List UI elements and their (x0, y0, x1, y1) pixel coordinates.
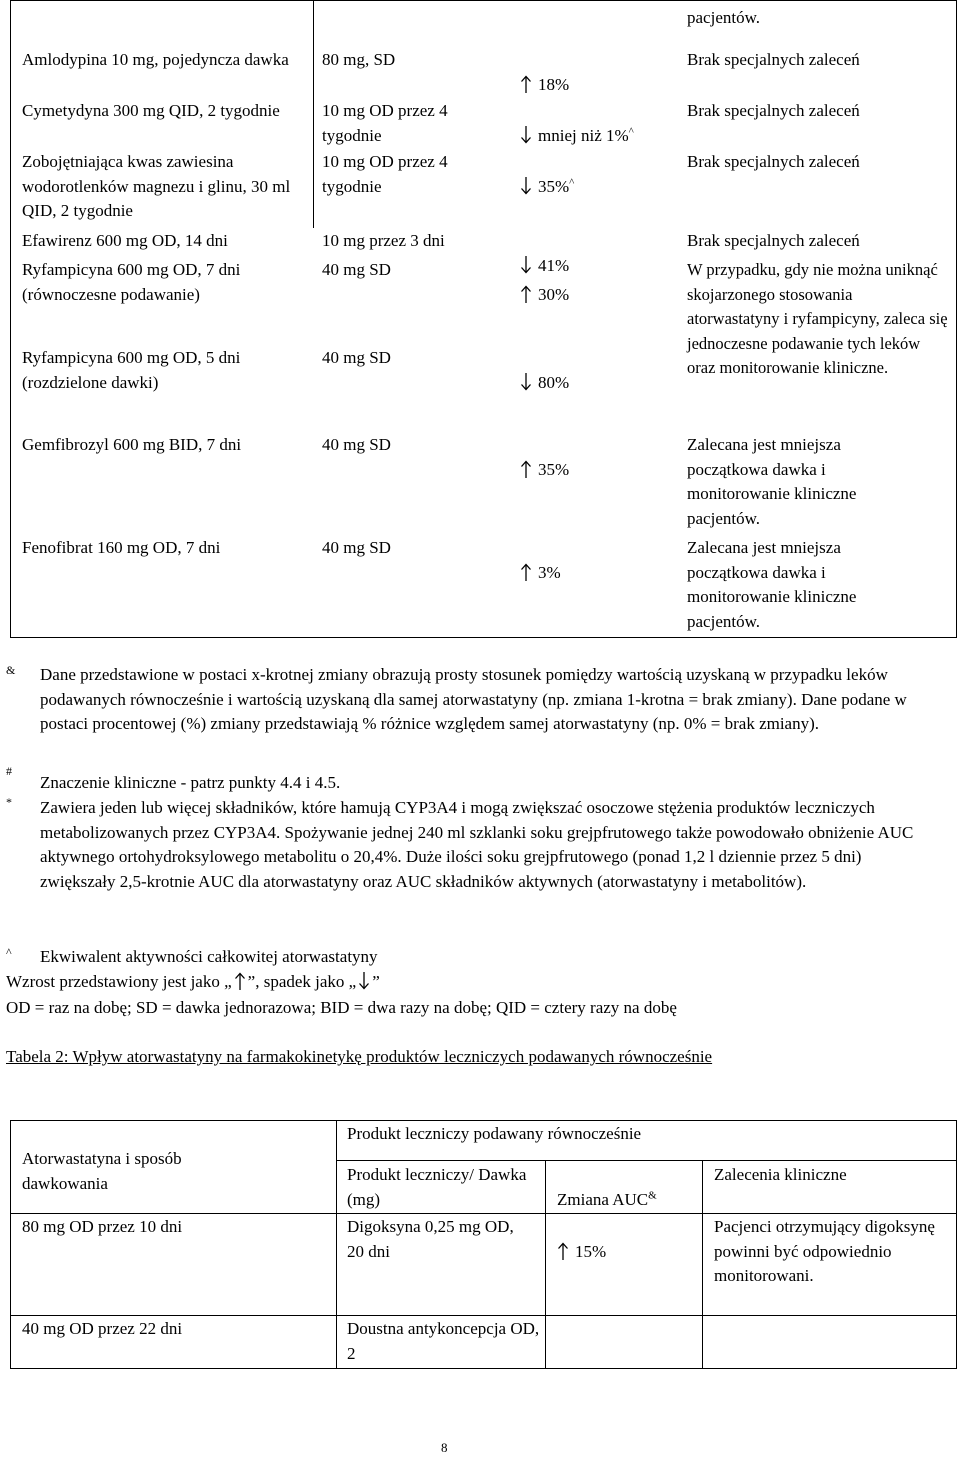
change-value: 80% (538, 372, 570, 392)
table-row-change (520, 346, 569, 395)
table-row-dose: 80 mg, SD (322, 50, 396, 69)
footnote-symbol: * (6, 795, 12, 809)
table-row-drug: Fenofibrat 160 mg OD, 7 dni (22, 538, 221, 557)
table-row-dose: 10 mg OD przez 4 tygodnie (322, 152, 448, 196)
arrow-up-icon (234, 972, 246, 990)
table-row-rec: Brak specjalnych zaleceń (687, 231, 860, 250)
table-row-change (520, 255, 570, 307)
change-value: 18% (538, 74, 570, 94)
footnote-symbol: ^ (6, 945, 12, 959)
table-row-drug: Efawirenz 600 mg OD, 14 dni (22, 231, 228, 250)
table-row-drug: Ryfampicyna 600 mg OD, 5 dni (rozdzielone dawki) (22, 348, 241, 392)
table-row-dose: 40 mg SD (322, 348, 391, 367)
table-row-rec: Brak specjalnych zaleceń (687, 50, 860, 69)
auc-label: Zmiana AUC (557, 1189, 649, 1209)
arrow-up-icon (520, 460, 532, 478)
table-header-product: Produkt leczniczy/ Dawka (mg) (347, 1165, 527, 1209)
arrow-up-icon (520, 75, 532, 93)
footnote-symbol: # (6, 764, 12, 778)
table-row-change (520, 536, 561, 585)
arrow-down-icon (520, 373, 532, 391)
table-row-dose: 40 mg SD (322, 538, 391, 557)
table-row-drug: Gemfibrozyl 600 mg BID, 7 dni (22, 435, 242, 454)
footnote-marker: ^ (628, 124, 634, 137)
table-row-rec: Pacjenci otrzymujący digoksynę powinni być odpowiednio monitorowani. (714, 1217, 935, 1285)
table-row-rec: W przypadku, gdy nie można uniknąć skojarzonego stosowania atorwastatyny i ryfampicyny, zaleca się jednoczesne podawanie tych leków oraz monitorowanie kliniczne. (687, 260, 948, 377)
table-overflow-text: pacjentów. (687, 8, 761, 27)
footnote-text: Znaczenie kliniczne - patrz punkty 4.4 i 4.5. (40, 773, 341, 792)
table-row-rec: Brak specjalnych zaleceń (687, 152, 860, 171)
footnote-symbol: & (6, 663, 16, 677)
legend-decrease-suffix: ” (372, 972, 380, 991)
table-row-product: Doustna antykoncepcja OD, 2 (347, 1319, 540, 1363)
arrow-up-icon (520, 563, 532, 581)
table-row-drug: Ryfampicyna 600 mg OD, 7 dni (równoczesne podawanie) (22, 260, 241, 304)
change-value: 30% (538, 284, 570, 304)
table-row-drug: Amlodypina 10 mg, pojedyncza dawka (22, 50, 289, 69)
footnote-marker: & (648, 1188, 657, 1201)
change-value: 41% (538, 255, 570, 275)
table-header-auc (557, 1163, 657, 1212)
table-row-dose: 10 mg OD przez 4 tygodnie (322, 101, 448, 145)
arrow-down-icon (520, 177, 532, 195)
change-value: 35% (538, 176, 570, 196)
footnote-text: Zawiera jeden lub więcej składników, które hamują CYP3A4 i mogą zwiększać osoczowe stężenia produktów leczniczych metabolizowanych przez CYP3A4. Spożywanie jednej 240 ml szklanki soku grejpfrutowego także powodowało obniżenie AUC aktywnego ortohydroksylowego metabolitu o 20,4%. Duże ilości soku grejpfrutowego (ponad 1,2 l dziennie przez 5 dni) zwiększały 2,5-krotnie AUC dla atorwastatyny oraz AUC składników aktywnych (atorwastatyny i metabolitów). (40, 798, 914, 891)
table-header-dosing: Atorwastatyna i sposób dawkowania (22, 1149, 182, 1193)
page-number: 8 (441, 1440, 448, 1455)
table-row-drug: Zobojętniająca kwas zawiesina wodorotlenków magnezu i glinu, 30 ml QID, 2 tygodnie (22, 152, 291, 220)
abbreviations: OD = raz na dobę; SD = dawka jednorazowa; BID = dwa razy na dobę; QID = cztery razy na dobę (6, 998, 677, 1017)
footnote-marker: ^ (569, 175, 575, 188)
table-row-change (557, 1215, 606, 1264)
table-row-change (520, 48, 569, 97)
change-value: 15% (575, 1241, 607, 1261)
table-row-dose: 10 mg przez 3 dni (322, 231, 445, 250)
table-row-dosing: 40 mg OD przez 22 dni (22, 1319, 183, 1338)
table-2-caption: Tabela 2: Wpływ atorwastatyny na farmakokinetykę produktów leczniczych podawanych równocześnie (6, 1047, 713, 1066)
table-row-rec: Brak specjalnych zaleceń (687, 101, 860, 120)
table-header-group: Produkt leczniczy podawany równocześnie (347, 1124, 642, 1143)
table-row-change (520, 433, 569, 482)
table-row-rec: Zalecana jest mniejsza początkowa dawka i monitorowanie kliniczne pacjentów. (687, 435, 857, 528)
arrow-legend (6, 970, 380, 995)
table-row-dose: 40 mg SD (322, 435, 391, 454)
legend-increase-suffix: ”, spadek jako „ (247, 972, 357, 991)
change-value: mniej niż 1% (538, 125, 629, 145)
table-row-change (520, 99, 634, 148)
table-header-rec: Zalecenia kliniczne (714, 1165, 847, 1184)
arrow-down-icon (520, 126, 532, 144)
legend-increase-prefix: Wzrost przedstawiony jest jako „ (6, 972, 232, 991)
change-value: 3% (538, 562, 561, 582)
footnote-text: Dane przedstawione w postaci x-krotnej zmiany obrazują prosty stosunek pomiędzy wartością uzyskaną w przypadku leków podawanych równocześnie i wartością uzyskaną dla samej atorwastatyny (np. zmiana 1-krotna = brak zmiany). Dane podane w postaci procentowej (%) zmiany przedstawiają % różnice względem samej atorwastatyny (np. 0% = brak zmiany). (40, 665, 907, 733)
arrow-up-icon (557, 1242, 569, 1260)
table-row-dose: 40 mg SD (322, 260, 391, 279)
arrow-down-icon (358, 972, 370, 990)
table-row-change (520, 150, 574, 199)
table-row-product: Digoksyna 0,25 mg OD, 20 dni (347, 1217, 514, 1261)
table-row-dosing: 80 mg OD przez 10 dni (22, 1217, 183, 1236)
arrow-up-icon (520, 285, 532, 303)
change-value: 35% (538, 459, 570, 479)
table-row-rec: Zalecana jest mniejsza początkowa dawka i monitorowanie kliniczne pacjentów. (687, 538, 857, 631)
table-row-drug: Cymetydyna 300 mg QID, 2 tygodnie (22, 101, 280, 120)
footnote-text: Ekwiwalent aktywności całkowitej atorwastatyny (40, 947, 378, 966)
